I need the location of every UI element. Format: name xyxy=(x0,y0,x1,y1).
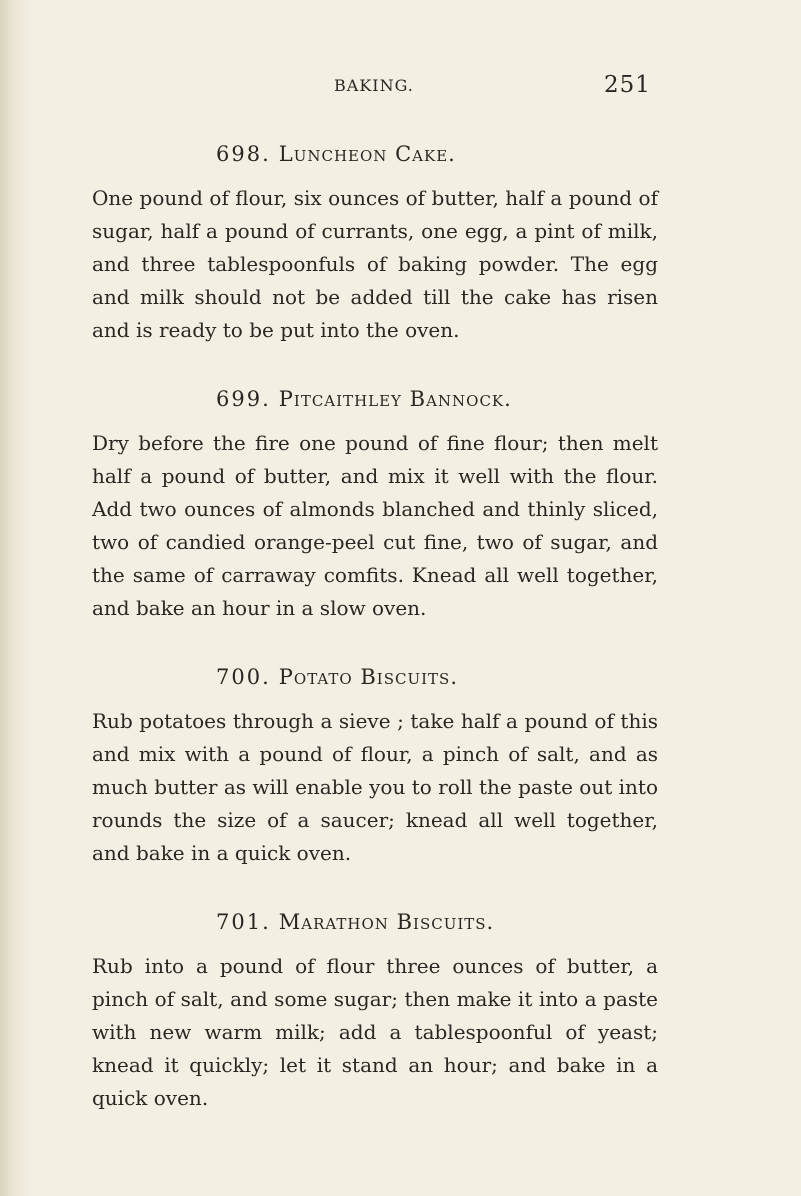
recipe-700 xyxy=(92,663,658,870)
recipe-title: Luncheon Cake. xyxy=(278,142,456,166)
recipe-number: 700. xyxy=(216,665,271,689)
recipe-text: Rub potatoes through a sieve ; take half a pound of this and mix with a pound of flour, a pinch of salt, and as much butter as will enable you to roll the paste out into rounds the size of a saucer; knead all well together, and bake in a quick oven. xyxy=(92,709,658,865)
recipe-heading xyxy=(92,908,658,936)
page-content xyxy=(92,140,658,1153)
recipe-698 xyxy=(92,140,658,347)
recipe-heading xyxy=(92,385,658,413)
recipe-title: Potato Biscuits. xyxy=(278,665,459,689)
recipe-heading xyxy=(92,140,658,168)
recipe-701 xyxy=(92,908,658,1115)
recipe-699 xyxy=(92,385,658,625)
page-number: 251 xyxy=(604,72,651,98)
recipe-heading xyxy=(92,663,658,691)
recipe-number: 699. xyxy=(216,387,271,411)
recipe-title: Marathon Biscuits. xyxy=(278,910,495,934)
recipe-text: One pound of flour, six ounces of butter, half a pound of sugar, half a pound of currants, one egg, a pint of milk, and three tablespoonfuls of baking powder. The egg and milk should not be added till the cake has risen and is ready to be put into the oven. xyxy=(92,186,658,342)
recipe-text: Rub into a pound of flour three ounces of butter, a pinch of salt, and some sugar; then make it into a paste with new warm milk; add a tablespoonful of yeast; knead it quickly; let it stand an hour; and bake in a quick oven. xyxy=(92,954,658,1110)
running-title: BAKING. xyxy=(334,76,414,95)
recipe-number: 698. xyxy=(216,142,271,166)
recipe-title: Pitcaithley Bannock. xyxy=(278,387,512,411)
recipe-text: Dry before the fire one pound of fine flour; then melt half a pound of butter, and mix it well with the flour. Add two ounces of almonds blanched and thinly sliced, two of candied orange-peel cut fine, two of sugar, and the same of carraway comfits. Knead all well together, and bake an hour in a slow oven. xyxy=(92,431,658,620)
recipe-number: 701. xyxy=(216,910,271,934)
running-head xyxy=(0,72,801,106)
